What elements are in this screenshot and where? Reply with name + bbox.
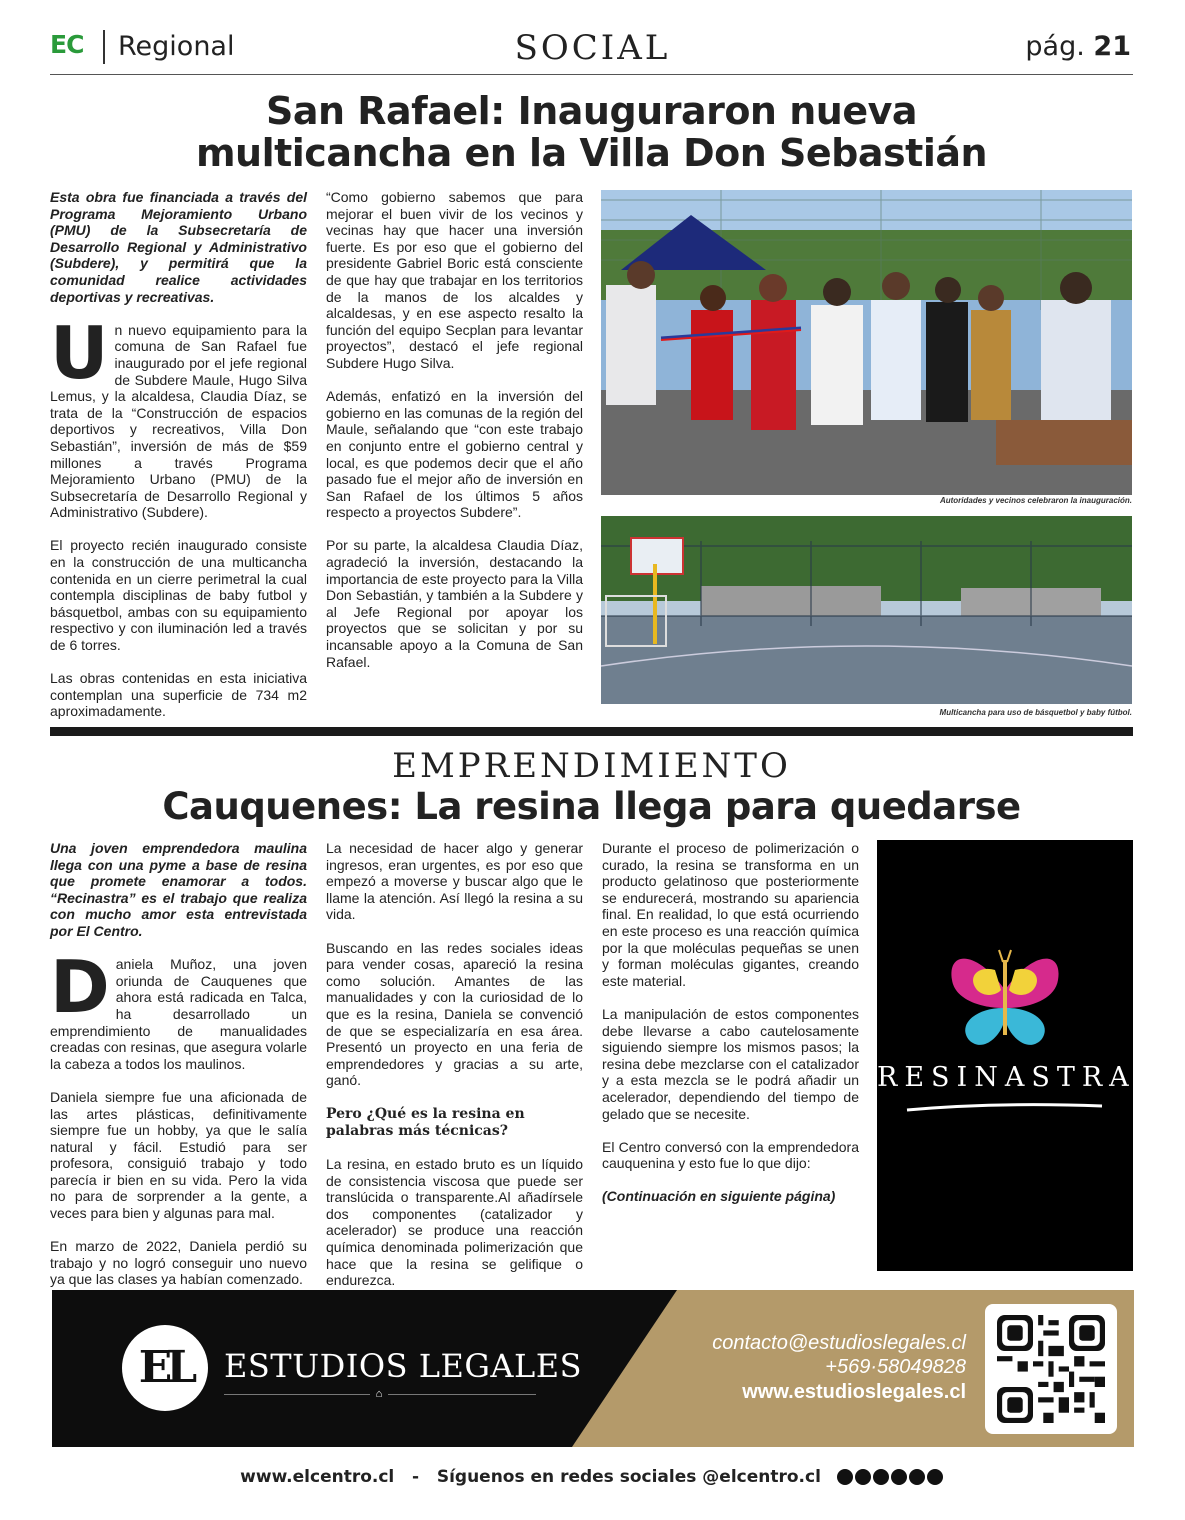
section-title: SOCIAL — [514, 28, 671, 68]
ad-seal-text: EL — [138, 1342, 192, 1393]
article2-column-1 — [50, 840, 307, 1305]
article2-dropcap: D — [50, 945, 110, 1030]
article1-p1: n nuevo equipamiento para la comuna de San Rafael fue inaugurado por el jefe regional de Subdere Maule, Hugo Silva Lemus, y la alcaldesa, Claudia Díaz, se trata de la “Construcción de espacios deportivos y recreativos, Villa Don Sebastián”, inversión de más de $59 millones a través Programa Mejoramiento Urbano (PMU) de la Subsecretaría de Desarrollo Regional y Administrativo (Subdere). — [50, 321, 307, 521]
ad-banner[interactable] — [52, 1290, 1134, 1447]
article2-column-3 — [602, 840, 859, 1222]
instagram-icon[interactable] — [855, 1469, 871, 1485]
article1-p6: Por su parte, la alcaldesa Claudia Díaz, agradeció la inversión, destacando la importancia de este proyecto para la Villa Don Sebastián, y también a la Subdere y al Jefe Regional por apoyar los proyectos que se solicitan y por su incansable apoyo a la Comuna de San Rafael. — [326, 537, 583, 670]
qr-code-icon[interactable] — [985, 1304, 1117, 1434]
article2-p5: Buscando en las redes sociales ideas para vender cosas, apareció la resina como solución. Amantes de las manualidades y con la curiosidad de lo que es la resina, Daniela se convenció de que se especializaría en esa área. Presentó un proyecto en una feria de emprendedores y gracias a su arte, ganó. — [326, 939, 583, 1089]
photo-multicancha — [601, 516, 1132, 704]
ad-email[interactable]: contacto@estudioslegales.cl — [712, 1332, 966, 1354]
article1-column-1 — [50, 189, 307, 737]
article2-p2: Daniela siempre fue una aficionada de las artes plásticas, definitivamente siempre fue un hobby, ya que le salía natural y fácil. Estudió para ser profesora, consiguió trabajo y todo parecía ir bien en su vida. Pero la vida no para de sorprender a la gente, a veces para bien y algunas para mal. — [50, 1088, 307, 1222]
article2-column-2 — [326, 840, 583, 1305]
article2-subhead: Pero ¿Qué es la resina en palabras más técnicas? — [326, 1105, 525, 1139]
article2-paragraph — [50, 945, 307, 1072]
article1-dropcap: U — [50, 310, 109, 395]
article1-headline-line2: multicancha en la Villa Don Sebastián — [195, 131, 988, 175]
resinastra-brand: RESINASTRA — [877, 1062, 1136, 1093]
page-footer — [0, 1467, 1185, 1487]
social-icons — [837, 1467, 945, 1487]
article2-continued: (Continuación en siguiente página) — [602, 1188, 836, 1205]
article1-p4: “Como gobierno sabemos que para mejorar el buen vivir de los vecinos y vecinas hay que hacer una inversión fuerte. Es por eso que el gobierno del presidente Gabriel Boric está consciente de que hay que trabajar en los territorios de la manos de los alcaldes y alcaldesas, y en ese aspecto resalto la función del equipo Secplan para levantar proyectos”, destacó el jefe regional Subdere Hugo Silva. — [326, 189, 583, 371]
article2-p4: La necesidad de hacer algo y generar ingresos, eran urgentes, es por eso que empezó a moverse y buscar algo que le llame la atención. Así llegó la resina a su vida. — [326, 840, 583, 923]
edition-label: Regional — [118, 31, 235, 62]
tiktok-icon[interactable] — [927, 1469, 943, 1485]
spotify-icon[interactable] — [909, 1469, 925, 1485]
article1-p5: Además, enfatizó en la inversión del gobierno en las comunas de la región del Maule, señalando que “con este trabajo en conjunto entre el gobierno central y local, es que podemos decir que el año pasado fue el mejor año de inversión en San Rafael de los últimos 5 años respecto a proyectos Subdere”. — [326, 388, 583, 521]
photo-inauguration-caption: Autoridades y vecinos celebraron la inauguración. — [939, 496, 1132, 505]
article2-p3: En marzo de 2022, Daniela perdió su trabajo y no logró conseguir uno nuevo ya que las clases ya habían comenzado. — [50, 1238, 307, 1288]
article2-p9: El Centro conversó con la emprendedora cauquenina y esto fue lo que dijo: — [602, 1138, 859, 1172]
section-divider — [50, 727, 1133, 736]
article1-headline — [50, 90, 1133, 174]
header-divider — [103, 30, 105, 64]
ad-website[interactable]: www.estudioslegales.cl — [742, 1381, 966, 1403]
header-rule — [50, 74, 1133, 75]
ad-contact-block — [712, 1331, 966, 1405]
courthouse-icon: ⌂ — [370, 1387, 388, 1401]
article1-p2: El proyecto recién inaugurado consiste en la construcción de una multicancha contenida en un cierre perimetral la cual contempla disciplinas de baby futbol y básquetbol, ambas con su equipamiento respectivo y con iluminación led a través de 6 torres. — [50, 537, 307, 654]
photo-inauguration — [601, 190, 1132, 495]
article1-p3: Las obras contenidas en esta iniciativa contemplan una superficie de 734 m2 aproximadamente. — [50, 670, 307, 720]
ad-firm-name: ESTUDIOS LEGALES — [224, 1347, 583, 1385]
article2-p6: La resina, en estado bruto es un líquido de consistencia viscosa que puede ser translúcida o transparente.Al añadírsele dos componentes (catalizador y acelerador) se produce una reacción química denominada polimerización que hace que la resina se gelifique o endurezca. — [326, 1156, 583, 1289]
ad-gold-panel — [52, 1290, 1134, 1447]
page-number-value: 21 — [1093, 31, 1131, 62]
article2-p1: aniela Muñoz, una joven oriunda de Cauquenes que ahora está radicada en Talca, ha desarrollado un emprendimiento de manualidades creadas con resinas, que asegura volarle la cabeza a todos los maulinos. — [50, 956, 307, 1072]
ad-phone[interactable]: +569·58049828 — [825, 1356, 966, 1378]
article2-p8: La manipulación de estos componentes debe llevarse a cabo cautelosamente siguiendo siempre los mismos pasos; la resina debe mezclarse con el catalizador y a esta mezcla se le podrá añadir un acelerador, dependiendo del tiempo de gelado que se necesite. — [602, 1005, 859, 1122]
article1-column-2 — [326, 189, 583, 687]
page-prefix: pág. — [1025, 31, 1085, 62]
page-number — [1025, 31, 1131, 62]
youtube-icon[interactable] — [873, 1469, 889, 1485]
brand-logo: EC — [50, 30, 84, 59]
footer-text: www.elcentro.cl - Síguenos en redes sociales @elcentro.cl — [240, 1467, 821, 1487]
photo-multicancha-caption: Multicancha para uso de básquetbol y baby fútbol. — [939, 708, 1132, 717]
article2-p7: Durante el proceso de polimerización o curado, la resina se transforma en un producto gelatinoso que posteriormente se endurecerá, mostrando su apariencia final. En realidad, lo que está ocurriendo en este proceso es una reacción química por la que moléculas pequeñas se unen y forman moléculas gigantes, creando este material. — [602, 840, 859, 989]
resinastra-logo-image — [877, 840, 1136, 1271]
article1-paragraph — [50, 310, 307, 521]
ad-seal-icon — [122, 1325, 208, 1411]
article2-headline: Cauquenes: La resina llega para quedarse — [162, 785, 1021, 828]
article2-lead: Una joven emprendedora maulina llega con una pyme a base de resina que promete enamorar a todos. “Recinastra” es el trabajo que realiza con mucho amor esta entrevistada por El Centro. — [50, 840, 307, 939]
article1-headline-line1: San Rafael: Inauguraron nueva — [265, 89, 918, 133]
twitter-icon[interactable] — [891, 1469, 907, 1485]
facebook-icon[interactable] — [837, 1469, 853, 1485]
article2-section-title: EMPRENDIMIENTO — [392, 746, 791, 786]
article1-lead: Esta obra fue financiada a través del Programa Mejoramiento Urbano (PMU) de la Subsecretaría de Desarrollo Regional y Administrativo (Subdere), y permitirá que la comunidad realice actividades deportivas y recreativas. — [50, 189, 307, 305]
butterfly-icon — [877, 840, 1136, 1271]
